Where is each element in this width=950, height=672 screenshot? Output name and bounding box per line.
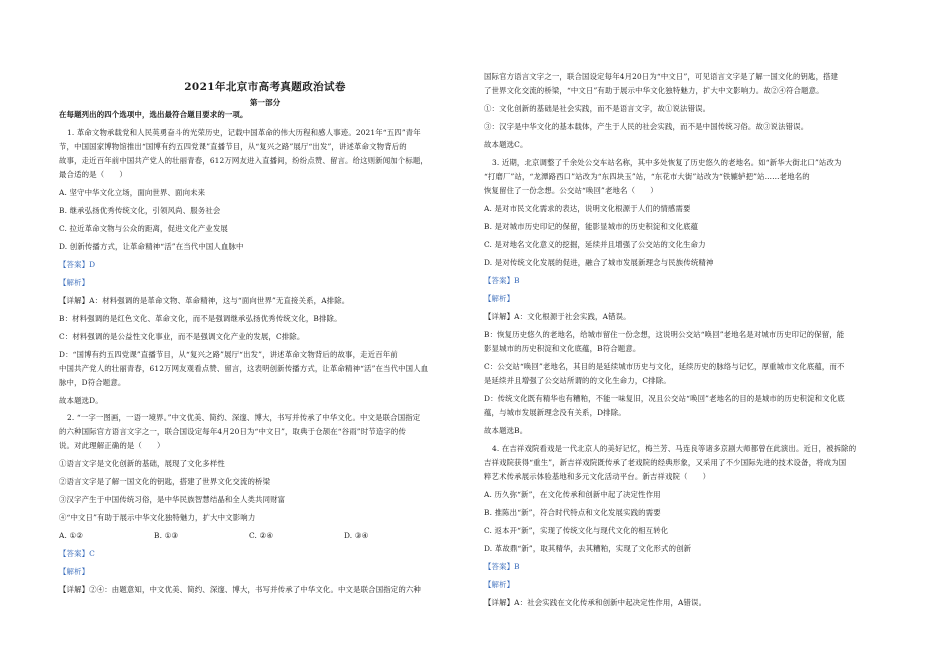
q1-option-a: A. 坚守中华文化立场，面向世界、面向未来 [59,188,206,197]
q4-option-d: D. 革故鼎“新”，取其精华，去其糟粕，实现了文化形式的创新 [484,544,692,553]
q1-detail: D：“国博有约五四党课”直播节目，从“复兴之路”展厅“出发”，讲述革命文物背后的故事，走近百年前 [59,350,398,359]
q3-option-b: B. 是对城市历史印记的保留，能影显城市的历史积淀和文化底蕴 [484,222,699,231]
q4-option-c: C. 返本开“新”，实现了传统文化与现代文化的相互转化 [484,526,669,535]
part-heading: 第一部分 [249,98,281,107]
q2-stem-line: 的六种国际官方语言文字之一，联合国设定每年4月20日为“中文日”，取典于仓颉在“谷雨”时节造字的传 [59,427,406,436]
q2-analysis-label: 【解析】 [59,567,90,576]
q2-statement: ①语言文字是文化创新的基础，展现了文化多样性 [59,459,225,468]
q1-detail: C：材料强调的是公益性文化事业，而不是强调文化产业的发展，C排除。 [59,332,305,341]
q4-stem-line: 4. 在吉祥戏院看戏是一代北京人的美好记忆，梅兰芳、马连良等诸多京剧大师都曾在此演出。近日，被拆除的 [492,444,857,453]
q3-conclusion: 故本题选B。 [484,426,528,435]
q2-option-d: D. ③④ [344,531,369,540]
q1-stem-line: 故事，走近百年前中国共产党人的壮丽青春，612万网友进入直播间，纷纷点赞、留言。给这则新闻加个标题， [59,156,428,165]
q1-detail: B：材料强调的是红色文化、革命文化，而不是强调继承弘扬优秀传统文化，B排除。 [59,314,342,323]
q1-detail: 中国共产党人的壮丽青春，612万网友观看点赞、留言，这表明创新传播方式，让革命精神“活”在当代中国人血 [59,364,429,373]
q3-option-a: A. 是对市民文化需求的表达，说明文化根源于人们的情感需要 [484,204,691,213]
q3-detail: C：公交站“唤回”老地名，其目的是延续城市历史与文化，延续历史的脉络与记忆，厚重城市文化底蕴，而不 [484,362,845,371]
q1-option-d: D. 创新传播方式，让革命精神“活”在当代中国人血脉中 [59,242,244,251]
q4-option-a: A. 历久弥“新”，在文化传承和创新中起了决定性作用 [484,490,661,499]
q2-detail-cont: ①：文化创新的基础是社会实践，而不是语言文字，故①说法错误。 [484,104,711,113]
q2-options-row [59,531,439,541]
q3-stem-line: 恢复留住了一份念想。公交站“唤回”老地名（ ） [484,186,658,195]
q2-detail: 【详解】②④：由题意知，中文优美、简约、深邃、博大，书写并传承了中华文化。中文是联合国指定的六种 [59,585,421,594]
q3-detail: B：恢复历史悠久的老地名，给城市留住一份念想，这说明公交站“唤回”老地名是对城市历史印记的保留，能 [484,330,845,339]
q2-detail-cont: 国际官方语言文字之一，联合国设定每年4月20日为“中文日”，可见语言文字是了解一国文化的钥匙，搭建 [484,72,839,81]
q4-option-b: B. 推陈出“新”，符合时代特点和文化发展实践的需要 [484,508,661,517]
q3-detail: 蕴，与城市发展新理念没有关系，D排除。 [484,408,626,417]
document-title: 2021年北京市高考真题政治试卷 [184,81,346,93]
q2-option-b: B. ①③ [154,531,179,540]
q3-answer: 【答案】B [484,276,520,285]
q2-statement: ③汉字产生于中国传统习俗，是中华民族智慧结晶和全人类共同财富 [59,495,286,504]
q2-detail-cont: ③：汉字是中华文化的基本载体，产生于人民的社会实践，而不是中国传统习俗。故③说法错误。 [484,122,809,131]
q1-analysis-label: 【解析】 [59,278,90,287]
q2-answer: 【答案】C [59,549,95,558]
q4-detail: 【详解】A：社会实践在文化传承和创新中起决定性作用，A错误。 [484,598,707,607]
q2-conclusion: 故本题选C。 [484,140,528,149]
q2-stem-line: 说。对此理解正确的是（ ） [59,441,165,450]
q1-detail: 【详解】A：材料强调的是革命文物、革命精神，这与“面向世界”无直接关系，A排除。 [59,296,350,305]
q4-stem-line: 粹艺术传承展示体验基地和多元文化活动平台。新吉祥戏院（ ） [484,472,711,481]
q1-stem-line: 最合适的是（ ） [59,170,127,179]
q1-detail: 脉中，D符合题意。 [59,378,126,387]
q1-option-b: B. 继承弘扬优秀传统文化，引领风尚、服务社会 [59,206,221,215]
q1-stem-line: 1. 革命文物承载党和人民英勇奋斗的光荣历史，记载中国革命的伟大历程和感人事迹。2021年“五四”青年 [67,128,421,137]
q1-stem-line: 节，中国国家博物馆推出“国博有约五四党课”直播节目，从“复兴之路”展厅“出发”，讲述革命文物背后的 [59,142,407,151]
q3-detail: D：传统文化既有精华也有糟粕，不能一味复旧，况且公交站“唤回”老地名的目的是城市的历史积淀和文化底 [484,394,845,403]
q1-option-c: C. 拉近革命文物与公众的距离，促进文化产业发展 [59,224,228,233]
q3-option-c: C. 是对地名文化意义的挖掘，延续并且增强了公交站的文化生命力 [484,240,706,249]
q4-answer: 【答案】B [484,562,520,571]
q2-statement: ④“中文日”有助于展示中华文化独特魅力，扩大中文影响力 [59,513,256,522]
q1-answer: 【答案】D [59,260,96,269]
q3-analysis-label: 【解析】 [484,294,515,303]
q3-detail: 是延续并且增强了公交站所谓的的文化生命力，C排除。 [484,376,671,385]
q2-detail-cont: 了世界文化交流的桥梁，“中文日”有助于展示中华文化独特魅力，扩大中文影响力。故②④符合题意。 [484,86,824,95]
q2-option-c: C. ②④ [249,531,274,540]
section-instruction: 在每题列出的四个选项中，选出最符合题目要求的一项。 [59,110,248,119]
q2-option-a: A. ①② [59,531,84,540]
q3-detail: 【详解】A：文化根源于社会实践，A错误。 [484,312,631,321]
q3-detail: 影显城市的历史积淀和文化底蕴，B符合题意。 [484,344,641,353]
q3-stem-line: “打磨厂”站，“龙潭路西口”站改为“东四块玉”站，“东花市大街”站改为“铁辘轳把”站……老地名的 [484,172,810,181]
q3-option-d: D. 是对传统文化发展的促进，融合了城市发展新理念与民族传统精神 [484,258,714,267]
q4-analysis-label: 【解析】 [484,580,515,589]
q3-stem-line: 3. 近期，北京调整了千余处公交车站名称，其中多处恢复了历史悠久的老地名。如“新华大街北口”站改为 [492,158,842,167]
q2-stem-line: 2. “一字一图画，一语一境界。”中文优美、简约、深邃、博大，书写并传承了中华文化。中文是联合国指定 [67,413,421,422]
q1-conclusion: 故本题选D。 [59,396,103,405]
q4-stem-line: 吉祥戏院获得“重生”，新吉祥戏院既传承了老戏院的经典形象，又采用了不少国际先进的技术设备，将成为国 [484,458,847,467]
q2-statement: ②语言文字是了解一国文化的钥匙，搭建了世界文化交流的桥梁 [59,477,271,486]
